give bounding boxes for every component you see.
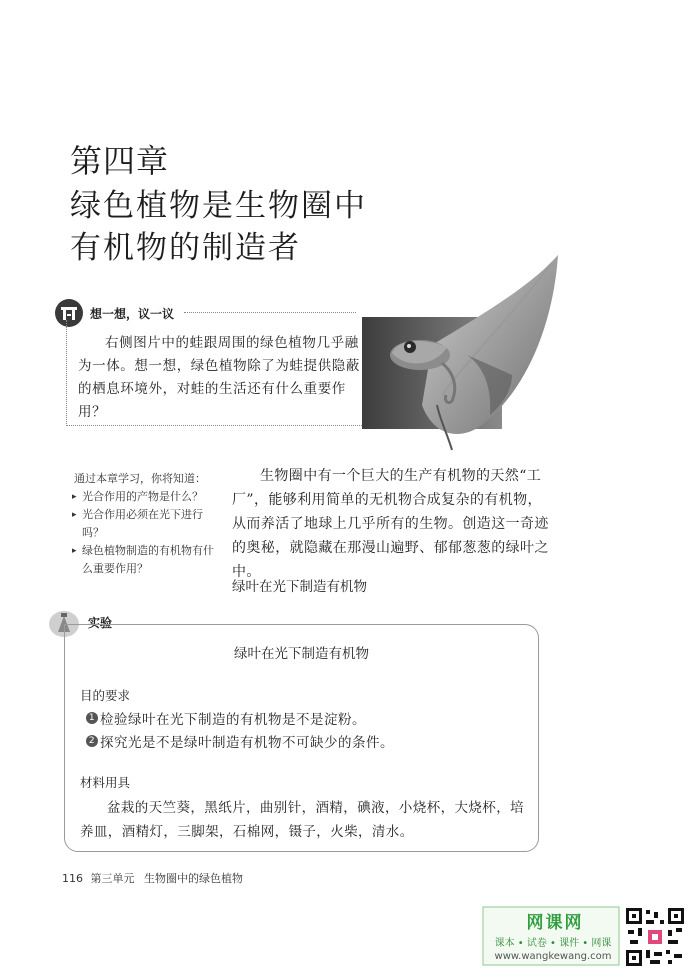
experiment-label: 实验 xyxy=(88,616,113,630)
think-discuss-text: 右侧图片中的蛙跟周围的绿色植物几乎融为一体。想一想，绿色植物除了为蛙提供隐蔽的栖息环境外，对蛙的生活还有什么重要作用？ xyxy=(78,335,360,420)
objective-item: ▸ 绿色植物制造的有机物有什么重要作用？ xyxy=(72,542,217,578)
purpose-number-badge: 2 xyxy=(86,735,98,747)
page-footer xyxy=(62,870,243,886)
qr-code-icon xyxy=(624,906,686,968)
watermark-url: www.wangkewang.com xyxy=(494,951,612,962)
chapter-title-line-1: 绿色植物是生物圈中 xyxy=(70,188,367,224)
chapter-number: 第四章 xyxy=(70,142,170,180)
section-heading: 绿叶在光下制造有机物 xyxy=(232,579,367,595)
watermark-title: 网课网 xyxy=(526,913,584,933)
purpose-number-badge: 1 xyxy=(86,712,98,724)
think-discuss-rule xyxy=(184,312,356,313)
purpose-item xyxy=(86,731,394,751)
experiment-title: 绿叶在光下制造有机物 xyxy=(234,646,369,662)
objectives-list xyxy=(72,488,217,578)
purpose-heading: 目的要求 xyxy=(80,688,131,703)
unit-label: 第三单元 xyxy=(90,872,135,885)
objective-item: ▸ 光合作用必须在光下进行吗？ xyxy=(72,506,217,542)
chapter-title-line-2: 有机物的制造者 xyxy=(70,230,301,266)
watermark-items: 课本 • 试卷 • 课件 • 网课 xyxy=(494,938,612,949)
purpose-item xyxy=(86,708,366,728)
frog-on-leaf-photo xyxy=(362,255,562,455)
think-discuss-label: 想一想，议一议 xyxy=(90,307,175,321)
page-number: 116 xyxy=(62,872,83,885)
materials-text: 盆栽的天竺葵，黑纸片，曲别针，酒精，碘液，小烧杯，大烧杯，培养皿，酒精灯，三脚架，石棉网，镊子，火柴，清水。 xyxy=(80,800,524,840)
purpose-text: 检验绿叶在光下制造的有机物是不是淀粉。 xyxy=(100,712,366,728)
intro-paragraph: 生物圈中有一个巨大的生产有机物的天然“工厂”，能够利用简单的无机物合成复杂的有机物，从而养活了地球上几乎所有的生物。创造这一奇迹的奥秘，就隐藏在那漫山遍野、郁郁葱葱的绿叶之中。 xyxy=(232,468,549,580)
unit-title: 生物圈中的绿色植物 xyxy=(144,872,243,885)
objectives-intro: 通过本章学习，你将知道： xyxy=(74,472,206,485)
materials-heading: 材料用具 xyxy=(80,775,131,790)
objective-item: ▸ 光合作用的产物是什么？ xyxy=(72,488,217,506)
purpose-text: 探究光是不是绿叶制造有机物不可缺少的条件。 xyxy=(100,735,394,751)
